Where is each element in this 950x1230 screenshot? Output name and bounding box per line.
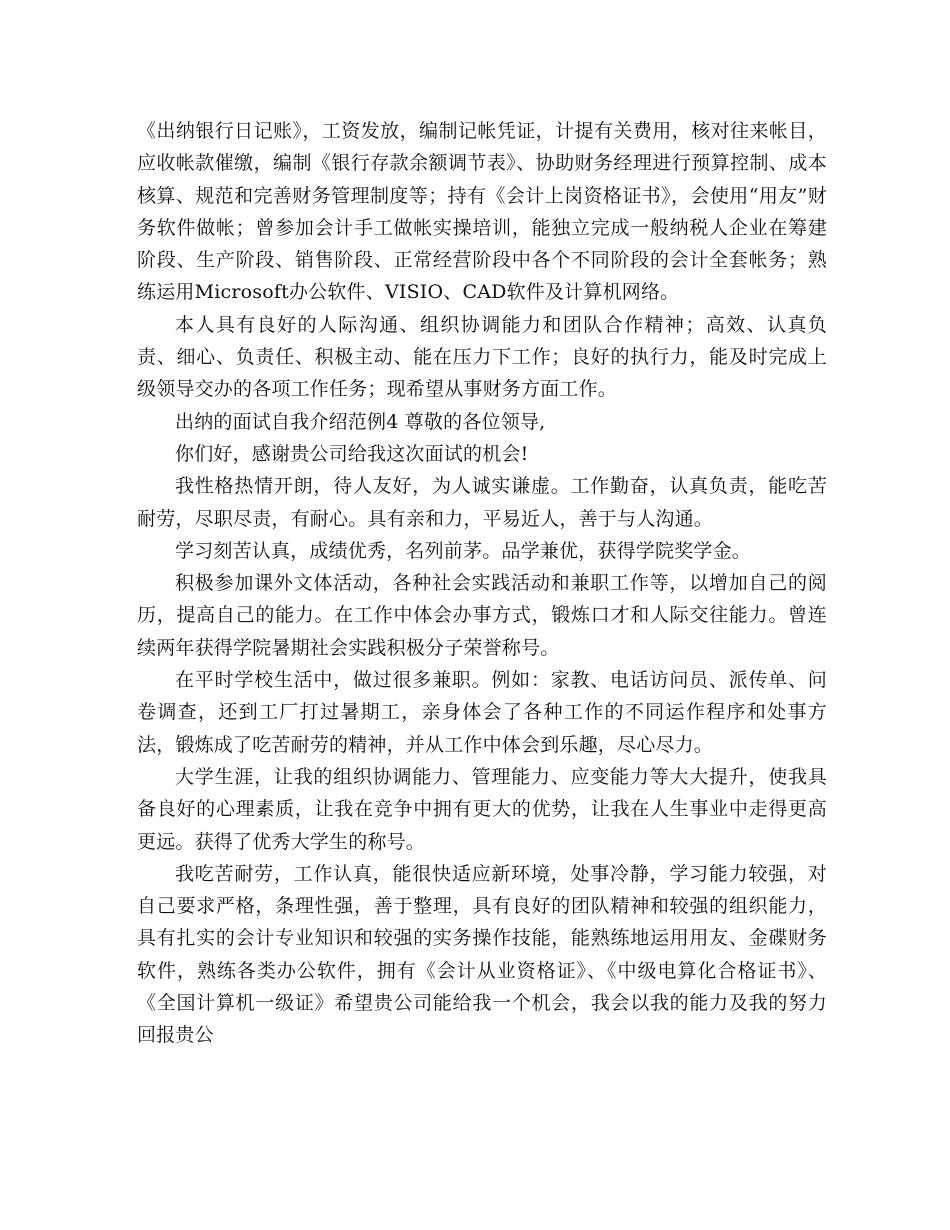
paragraph-3: 出纳的面试自我介绍范例4 尊敬的各位领导, — [175, 410, 546, 433]
document-page — [137, 115, 827, 1052]
paragraph-5: 我性格热情开朗，待人友好，为人诚实谦虚。工作勤奋，认真负责，能吃苦耐劳，尽职尽责，有耐心。具有亲和力，平易近人，善于与人沟通。 — [137, 475, 827, 530]
paragraph-2: 本人具有良好的人际沟通、组织协调能力和团队合作精神；高效、认真负责、细心、负责任、积极主动、能在压力下工作；良好的执行力，能及时完成上级领导交办的各项工作任务；现希望从事财务方面工作。 — [137, 313, 827, 401]
paragraph-6: 学习刻苦认真，成绩优秀，名列前茅。品学兼优，获得学院奖学金。 — [175, 539, 752, 562]
paragraph-4: 你们好，感谢贵公司给我这次面试的机会! — [175, 442, 529, 465]
paragraph-8: 在平时学校生活中，做过很多兼职。例如：家教、电话访问员、派传单、问卷调查，还到工厂打过暑期工，亲身体会了各种工作的不同运作程序和处事方法，锻炼成了吃苦耐劳的精神，并从工作中体会到乐趣，尽心尽力。 — [137, 669, 827, 756]
paragraph-7: 积极参加课外文体活动，各种社会实践活动和兼职工作等，以增加自己的阅历，提高自己的能力。在工作中体会办事方式，锻炼口才和人际交往能力。曾连续两年获得学院暑期社会实践积极分子荣誉称号。 — [137, 572, 827, 659]
paragraph-9: 大学生涯，让我的组织协调能力、管理能力、应变能力等大大提升，使我具备良好的心理素质，让我在竞争中拥有更大的优势，让我在人生事业中走得更高更远。获得了优秀大学生的称号。 — [137, 765, 827, 853]
paragraph-10: 我吃苦耐劳，工作认真，能很快适应新环境，处事冷静，学习能力较强，对自己要求严格，条理性强，善于整理，具有良好的团队精神和较强的组织能力，具有扎实的会计专业知识和较强的实务操作技能，能熟练地运用用友、金碟财务软件，熟练各类办公软件，拥有《会计从业资格证》、《中级电算化合格证书》、《全国计算机一级证》希望贵公司能给我一个机会，我会以我的能力及我的努力回报贵公 — [137, 862, 827, 1047]
paragraph-1: 《出纳银行日记账》，工资发放，编制记帐凭证，计提有关费用，核对往来帐目，应收帐款催缴，编制《银行存款余额调节表》、协助财务经理进行预算控制、成本核算、规范和完善财务管理制度等；持有《会计上岗资格证书》，会使用“用友”财务软件做帐；曾参加会计手工做帐实操培训，能独立完成一般纳税人企业在筹建阶段、生产阶段、销售阶段、正常经营阶段中各个不同阶段的会计全套帐务；熟练运用Microsoft办公软件、VISIO、CAD软件及计算机网络。 — [137, 120, 827, 304]
